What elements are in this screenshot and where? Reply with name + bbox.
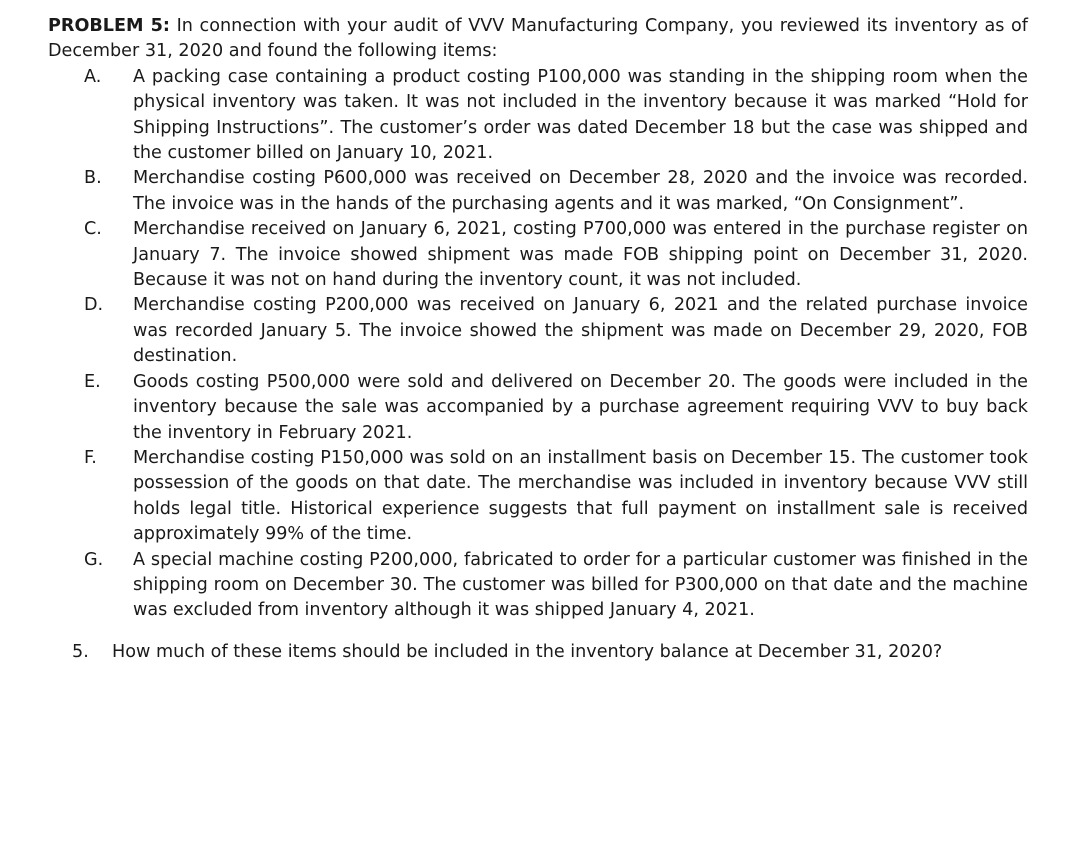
problem-intro-text: In connection with your audit of VVV Manufacturing Company, you reviewed its inventory as of December 31, 2020 and found the following items: [48,16,1028,62]
item-text: Goods costing P500,000 were sold and delivered on December 20. The goods were included in the inventory because the sale was accompanied by a purchase agreement requiring VVV to buy back the inventory in February 2021. [133,371,1028,443]
item-letter: D. [84,295,104,316]
problem-intro [48,14,1028,65]
item-letter: B. [84,168,102,189]
item-letter: G. [84,549,104,570]
item-text: Merchandise received on January 6, 2021, costing P700,000 was entered in the purchase register on January 7. The invoice showed shipment was made FOB shipping point on December 31, 2020. Because it was not on hand during the inventory count, it was not included. [133,219,1028,291]
item-letter: F. [84,447,97,468]
list-item-g [48,548,1028,624]
list-item-b [48,166,1028,217]
list-item-e [48,370,1028,446]
item-letter: A. [84,66,102,87]
list-item-d [48,293,1028,369]
list-item-a [48,65,1028,167]
list-item-c [48,217,1028,293]
item-letter: C. [84,219,102,240]
item-letter: E. [84,371,101,392]
item-text: A special machine costing P200,000, fabricated to order for a particular customer was finished in the shipping room on December 30. The customer was billed for P300,000 on that date and the machine was excluded from inventory although it was shipped January 4, 2021. [133,549,1028,621]
item-text: Merchandise costing P150,000 was sold on an installment basis on December 15. The customer took possession of the goods on that date. The merchandise was included in inventory because VVV still holds legal title. Historical experience suggests that full payment on installment sale is received approximately 99% of the time. [133,447,1028,545]
item-text: Merchandise costing P200,000 was received on January 6, 2021 and the related purchase invoice was recorded January 5. The invoice showed the shipment was made on December 29, 2020, FOB destination. [133,295,1028,367]
item-text: A packing case containing a product costing P100,000 was standing in the shipping room when the physical inventory was taken. It was not included in the inventory because it was marked “Hold for Shipping Instructions”. The customer’s order was dated December 18 but the case was shipped and the customer billed on January 10, 2021. [133,66,1028,164]
problem-heading: PROBLEM 5: [48,16,170,36]
list-item-f [48,446,1028,548]
item-text: Merchandise costing P600,000 was received on December 28, 2020 and the invoice was recorded. The invoice was in the hands of the purchasing agents and it was marked, “On Consignment”. [133,168,1028,214]
problem-document [48,14,1028,665]
question-number: 5. [72,641,89,662]
inventory-items-list [48,65,1028,624]
question-text: How much of these items should be included in the inventory balance at December 31, 2020? [112,641,943,662]
question [48,640,1028,665]
